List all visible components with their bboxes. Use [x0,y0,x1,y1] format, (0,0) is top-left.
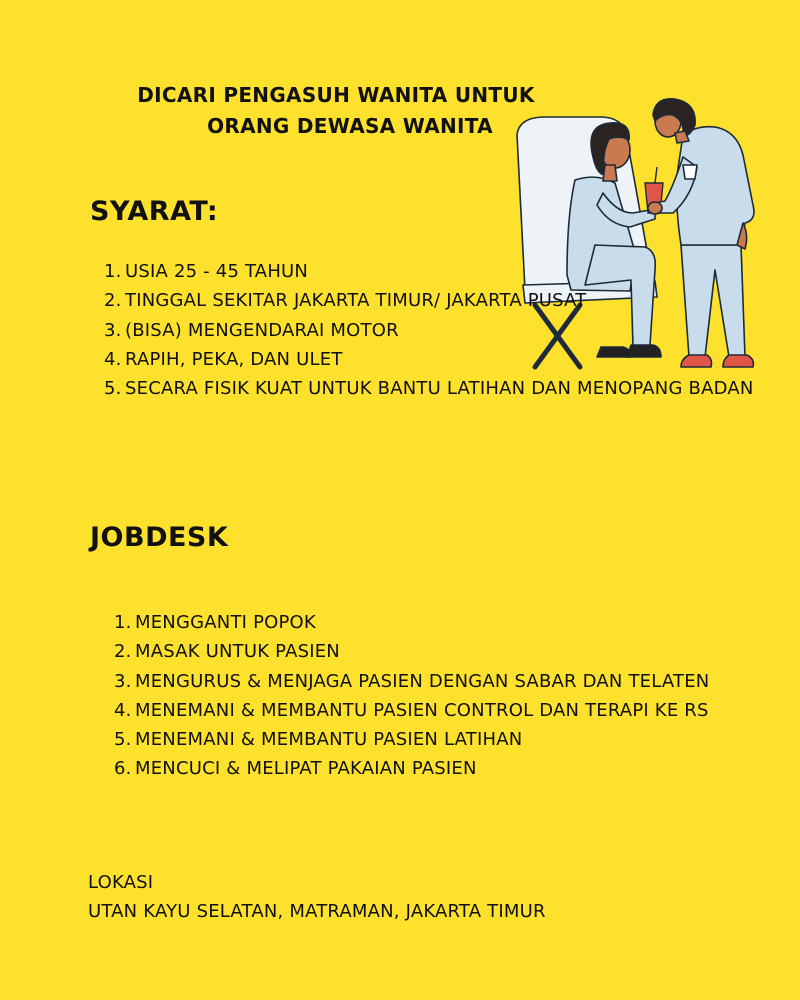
item-text: MENGURUS & MENJAGA PASIEN DENGAN SABAR DAN TELATEN [135,670,710,692]
item-text: SECARA FISIK KUAT UNTUK BANTU LATIHAN DAN MENOPANG BADAN [125,378,754,400]
item-number: 2. [114,641,132,663]
item-number: 3. [104,319,122,341]
location-block [88,868,546,926]
jobdesk-list [114,608,774,784]
syarat-heading: SYARAT: [90,196,219,227]
item-text: MENGGANTI POPOK [135,612,316,633]
item-text: MENEMANI & MEMBANTU PASIEN LATIHAN [135,729,523,751]
item-number: 2. [104,290,122,312]
list-item [114,696,774,725]
item-text: (BISA) MENGENDARAI MOTOR [125,319,399,341]
list-item [114,637,774,666]
list-item [114,725,774,754]
item-text: MENCUCI & MELIPAT PAKAIAN PASIEN [135,758,477,780]
jobdesk-heading: JOBDESK [90,522,229,553]
location-address: UTAN KAYU SELATAN, MATRAMAN, JAKARTA TIMUR [88,901,546,922]
item-number: 1. [114,612,132,633]
title-line-1: DICARI PENGASUH WANITA UNTUK [137,83,535,107]
item-number: 1. [104,261,122,282]
title-line-2: ORANG DEWASA WANITA [207,114,493,138]
item-number: 6. [114,758,132,780]
list-item [104,286,764,315]
item-text: RAPIH, PEKA, DAN ULET [125,348,343,370]
item-number: 5. [114,729,132,751]
list-item [104,374,764,403]
item-text: USIA 25 - 45 TAHUN [125,261,309,282]
list-item [114,667,774,696]
item-number: 4. [114,699,132,721]
location-label: LOKASI [88,872,154,893]
item-number: 4. [104,348,122,370]
item-number: 3. [114,670,132,692]
list-item [104,257,764,286]
syarat-list [104,257,764,403]
item-text: TINGGAL SEKITAR JAKARTA TIMUR/ JAKARTA PUSAT [125,290,587,312]
list-item [104,345,764,374]
item-number: 5. [104,378,122,400]
list-item [104,316,764,345]
item-text: MASAK UNTUK PASIEN [135,641,340,663]
list-item [114,754,774,783]
item-text: MENEMANI & MEMBANTU PASIEN CONTROL DAN TERAPI KE RS [135,699,709,721]
list-item [114,608,774,637]
